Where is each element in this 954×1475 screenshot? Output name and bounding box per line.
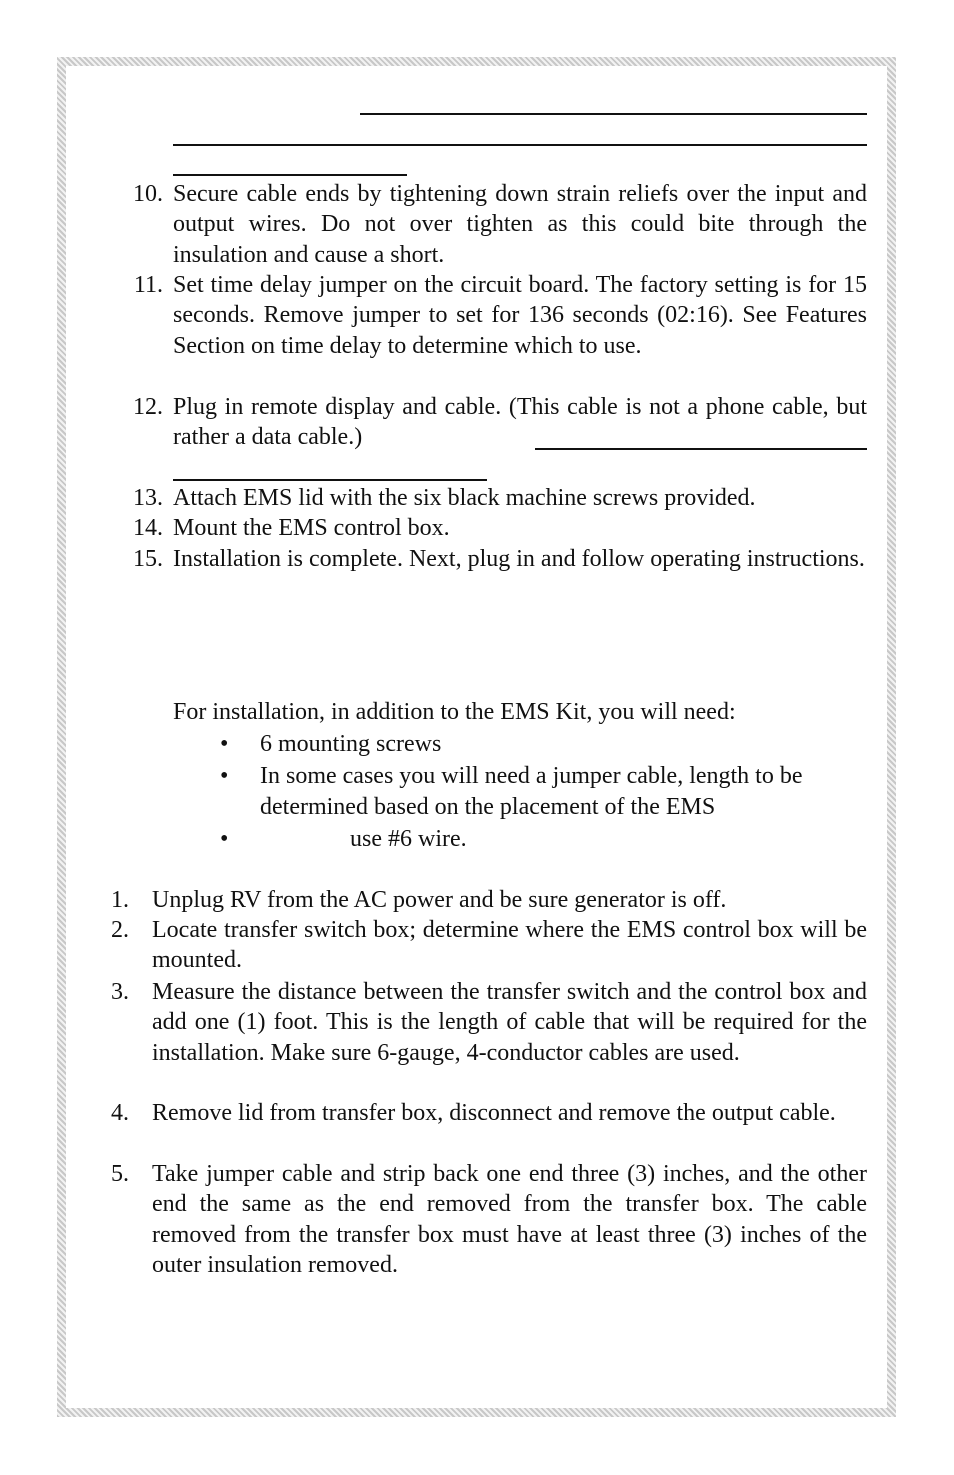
step-number: 4. — [111, 1100, 129, 1126]
step-text: Unplug RV from the AC power and be sure generator is off. — [152, 887, 727, 913]
bullet-text: In some cases you will need a jumper cable, length to be determined based on the placement of the EMS — [260, 763, 803, 820]
step-number: 13. — [133, 485, 163, 511]
step-number: 1. — [111, 887, 129, 913]
bullet-text: use #6 wire. — [350, 826, 467, 852]
step-text: Mount the EMS control box. — [173, 515, 450, 541]
heading-rule-2 — [173, 144, 867, 146]
inline-rule-2 — [173, 479, 487, 481]
step-text: Take jumper cable and strip back one end three (3) inches, and the other end the same as the end removed from the transfer box. The cable removed from the transfer box must have at least three (3) inches of the outer insulation removed. — [152, 1161, 867, 1279]
step-number: 5. — [111, 1161, 129, 1187]
bullet-icon: • — [220, 826, 229, 852]
bullet-text: 6 mounting screws — [260, 731, 442, 757]
step-text: Installation is complete. Next, plug in and follow operating instructions. — [173, 546, 865, 572]
step-number: 15. — [133, 546, 163, 572]
step-number: 11. — [133, 272, 163, 298]
intro-paragraph — [173, 697, 867, 727]
step-text: Plug in remote display and cable. (This cable is not a phone cable, but rather a data cable.) — [173, 394, 867, 451]
step-number: 3. — [111, 979, 129, 1005]
step-number: 14. — [133, 515, 163, 541]
step-text: Secure cable ends by tightening down strain reliefs over the input and output wires. Do not over tighten as this could bite through the insulation and cause a short. — [173, 181, 867, 268]
step-number: 10. — [133, 181, 163, 207]
step-number: 12. — [133, 394, 163, 420]
step-text: Measure the distance between the transfer switch and the control box and add one (1) foot. This is the length of cable that will be required for the installation. Make sure 6-gauge, 4-conductor cables are used. — [152, 979, 867, 1066]
heading-rule-1 — [360, 113, 867, 115]
step-text: Remove lid from transfer box, disconnect and remove the output cable. — [152, 1100, 836, 1126]
bullet-icon: • — [220, 763, 229, 789]
bullet-icon: • — [220, 731, 229, 757]
step-text: Attach EMS lid with the six black machine screws provided. — [173, 485, 756, 511]
heading-rule-3 — [173, 174, 407, 176]
step-text: Locate transfer switch box; determine where the EMS control box will be mounted. — [152, 917, 867, 974]
step-number: 2. — [111, 917, 129, 943]
step-text: Set time delay jumper on the circuit board. The factory setting is for 15 seconds. Remove jumper to set for 136 seconds (02:16). See Features Section on time delay to determine which to use. — [173, 272, 867, 359]
intro-text: For installation, in addition to the EMS Kit, you will need: — [173, 699, 736, 725]
inline-rule-1 — [535, 448, 867, 450]
